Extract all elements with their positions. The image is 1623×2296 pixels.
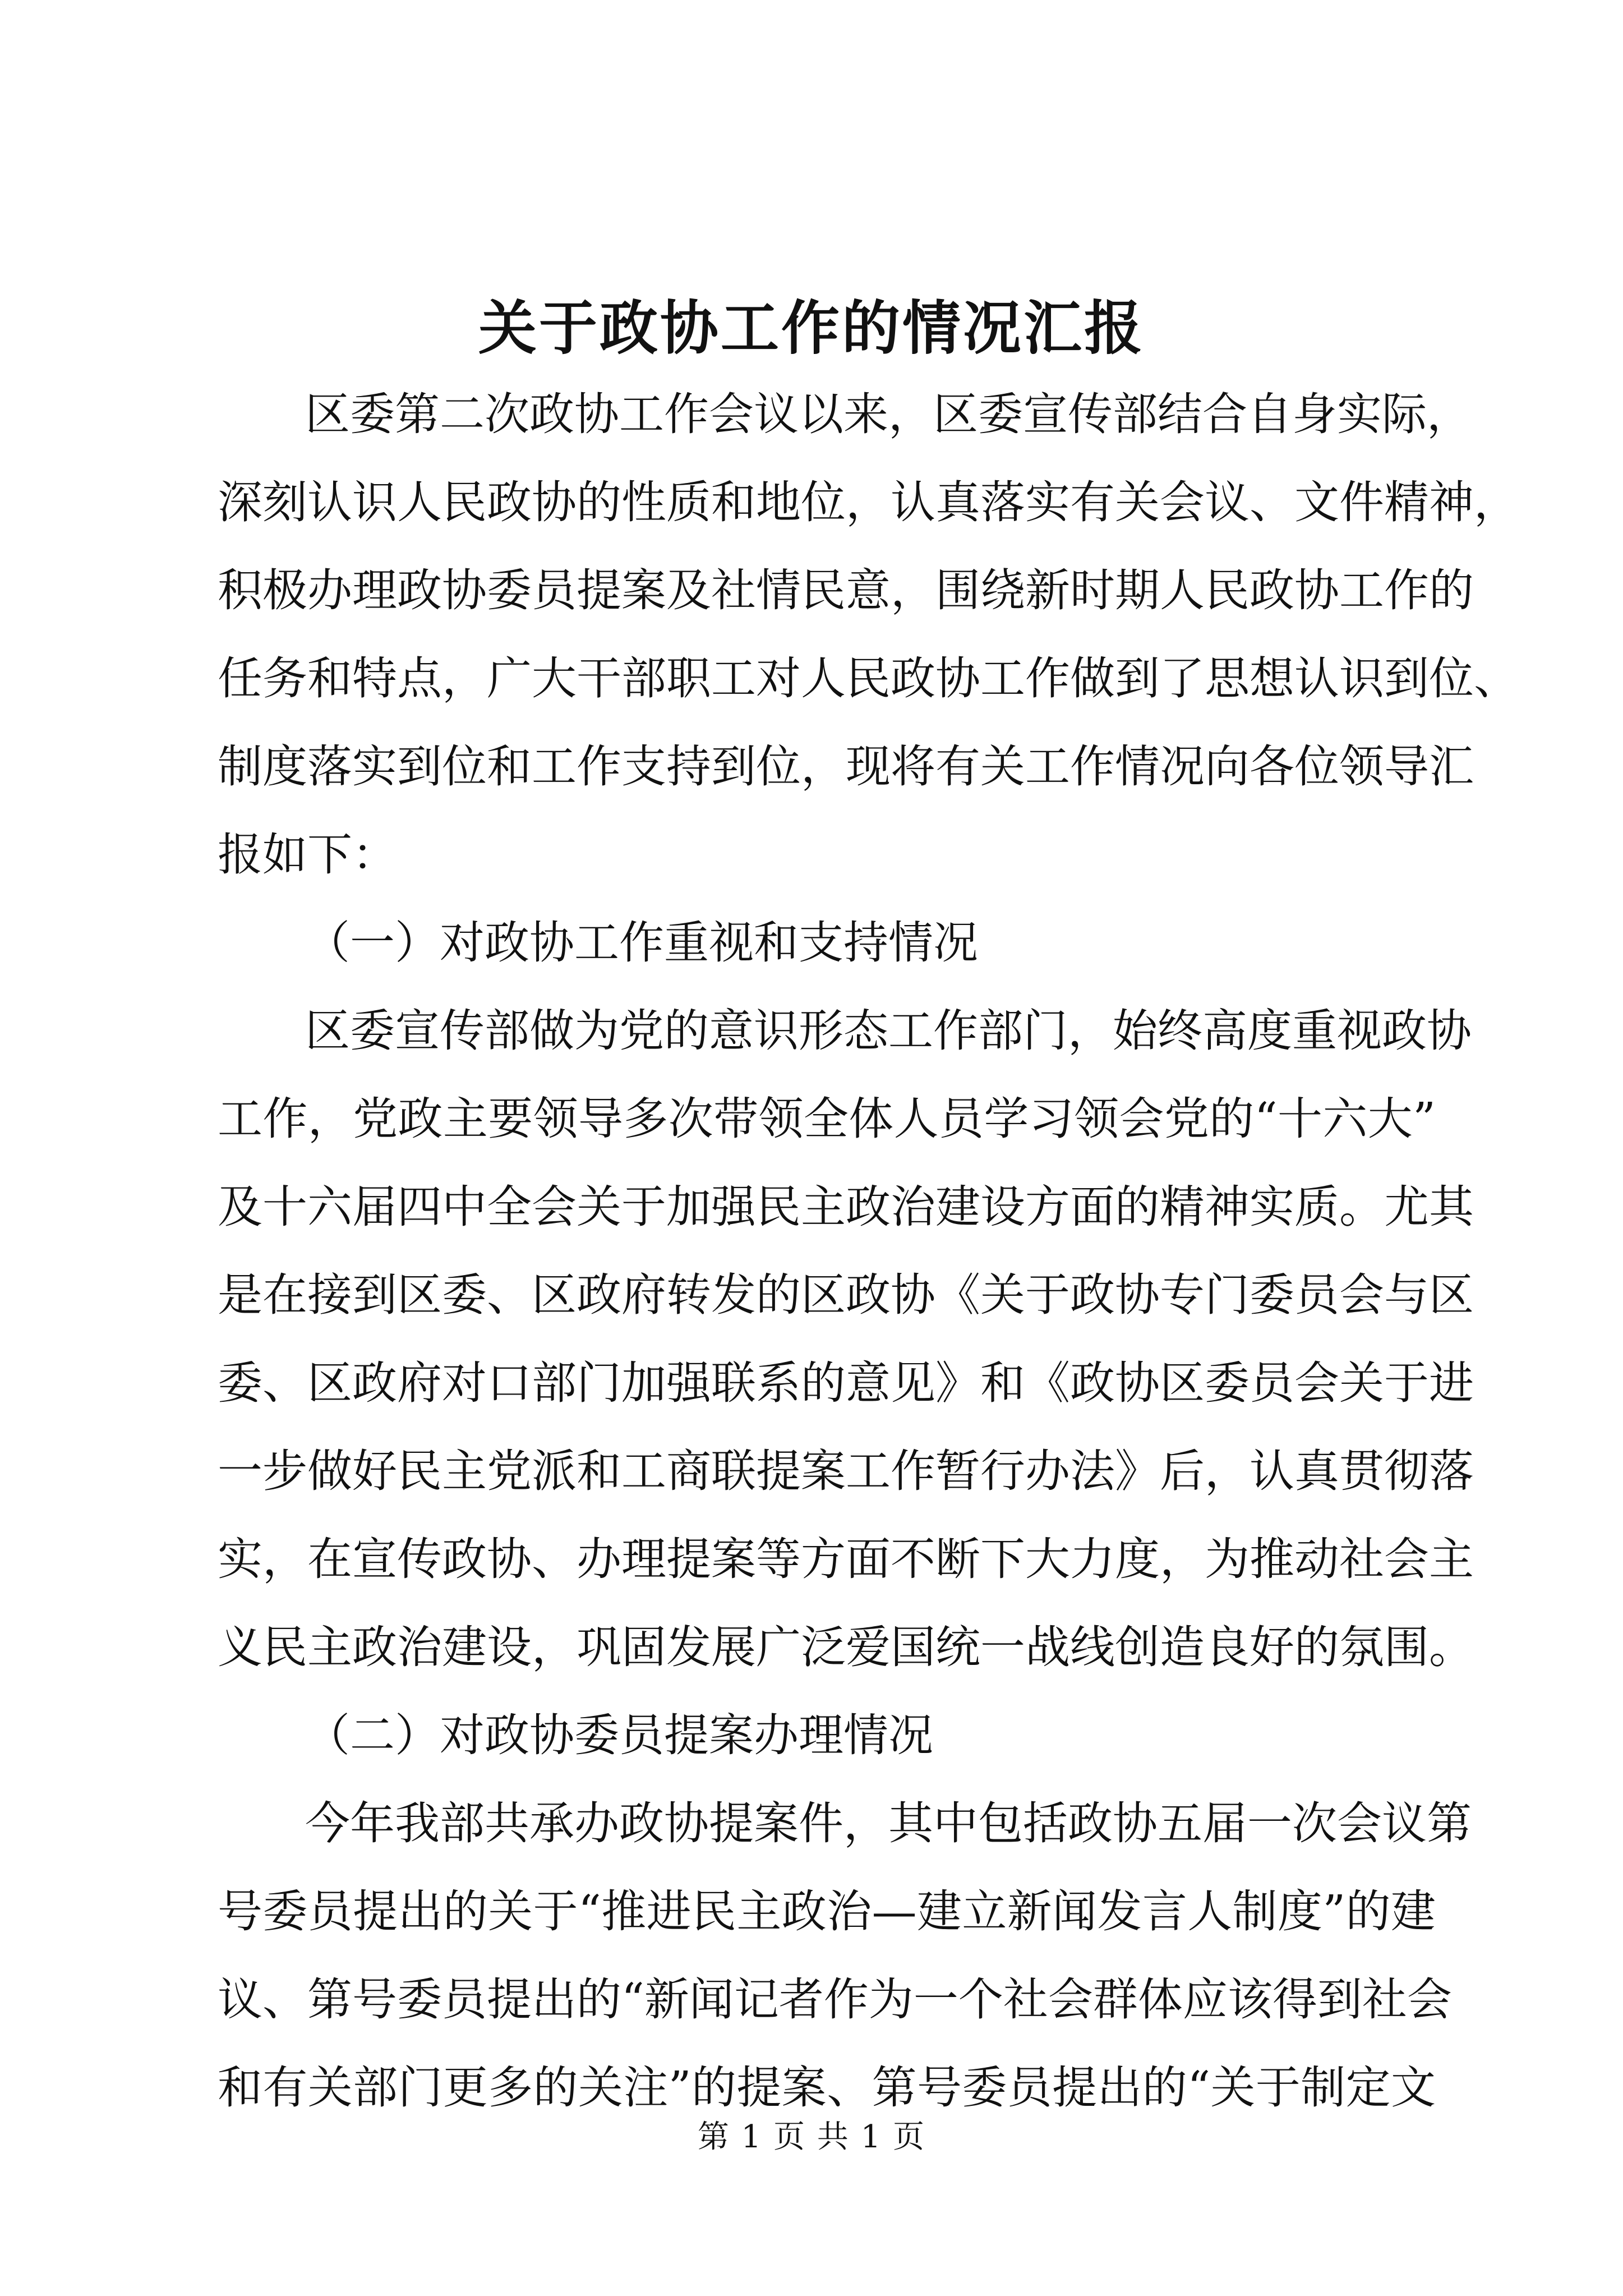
paragraph-line: 任务和特点，广大干部职工对人民政协工作做到了思想认识到位、: [218, 652, 1519, 705]
paragraph-line: 积极办理政协委员提案及社情民意，围绕新时期人民政协工作的: [218, 564, 1474, 616]
paragraph-line: 实，在宣传政协、办理提案等方面不断下大力度，为推动社会主: [218, 1533, 1474, 1585]
paragraph-line: 一步做好民主党派和工商联提案工作暂行办法》后，认真贯彻落: [218, 1445, 1474, 1497]
paragraph-line: 制度落实到位和工作支持到位，现将有关工作情况向各位领导汇: [218, 740, 1474, 793]
paragraph-line: 区委第二次政协工作会议以来，区委宣传部结合自身实际，: [305, 388, 1472, 440]
document-title: 关于政协工作的情况汇报: [478, 293, 1145, 362]
paragraph-line: 义民主政治建设，巩固发展广泛爱国统一战线创造良好的氛围。: [218, 1621, 1474, 1673]
paragraph-line: 号委员提出的关于“推进民主政治—建立新闻发言人制度”的建: [218, 1885, 1436, 1938]
paragraph-line: 是在接到区委、区政府转发的区政协《关于政协专门委员会与区: [218, 1269, 1474, 1321]
paragraph-line: 区委宣传部做为党的意识形态工作部门，始终高度重视政协: [305, 1005, 1472, 1057]
paragraph-line: 议、第号委员提出的“新闻记者作为一个社会群体应该得到社会: [218, 1973, 1452, 2026]
section-heading: （一）对政协工作重视和支持情况: [305, 917, 978, 969]
paragraph-line: 报如下：: [218, 829, 397, 881]
paragraph-line: 工作，党政主要领导多次带领全体人员学习领会党的“十六大”: [218, 1093, 1436, 1145]
paragraph-line: 和有关部门更多的关注”的提案、第号委员提出的“关于制定文: [218, 2062, 1436, 2114]
paragraph-line: 委、区政府对口部门加强联系的意见》和《政协区委员会关于进: [218, 1357, 1474, 1409]
paragraph-line: 及十六届四中全会关于加强民主政治建设方面的精神实质。尤其: [218, 1181, 1474, 1233]
document-body: [218, 370, 1519, 2132]
paragraph-line: 深刻认识人民政协的性质和地位，认真落实有关会议、文件精神，: [218, 476, 1519, 528]
paragraph-line: 今年我部共承办政协提案件，其中包括政协五届一次会议第: [305, 1797, 1472, 1849]
section-heading: （二）对政协委员提案办理情况: [305, 1709, 933, 1761]
page-footer: 第 1 页 共 1 页: [697, 2119, 926, 2155]
